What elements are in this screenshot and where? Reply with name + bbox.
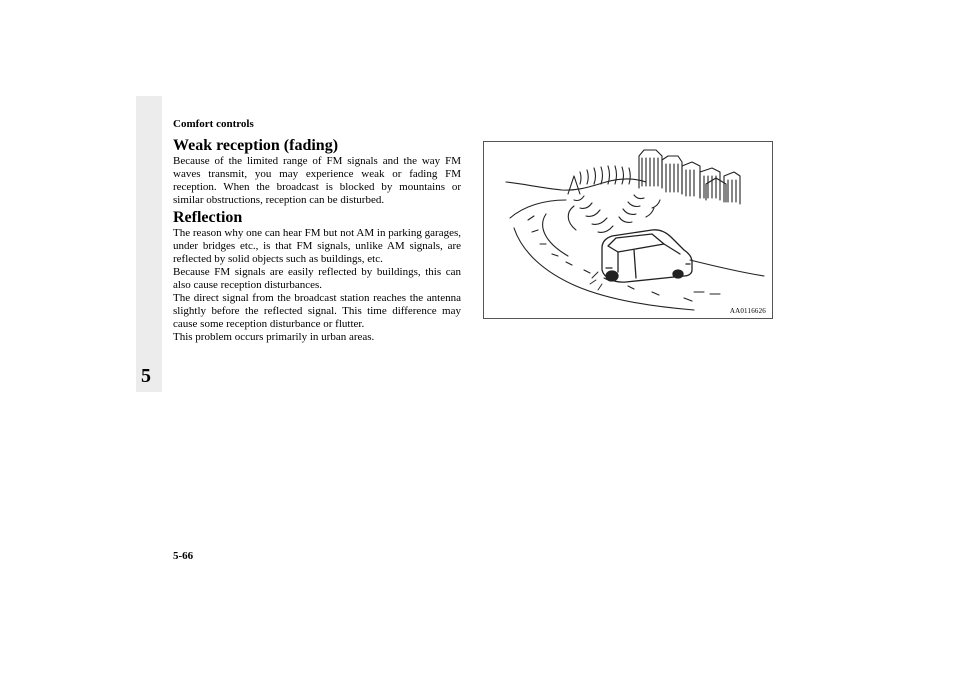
road-edge-right [690, 260, 764, 276]
section-header-title: Comfort controls [173, 118, 254, 130]
mountain-peak [568, 176, 580, 194]
road-curve-inner [543, 214, 568, 256]
reflected-signal-waves [574, 195, 660, 232]
reception-illustration [483, 141, 773, 319]
road-edge-left [510, 200, 566, 218]
heading-weak-reception: Weak reception (fading) [173, 137, 339, 154]
figure-code: AA0116626 [729, 307, 766, 315]
paragraph-reflection-1: The reason why one can hear FM but not AM in parking garages, under bridges etc., is that FM signals, unlike AM signals, are reflected by solid objects such as buildings, etc. [173, 227, 461, 265]
reception-illustration-drawing [484, 142, 772, 318]
city-buildings [639, 150, 740, 204]
page-number: 5-66 [173, 550, 194, 562]
heading-reflection: Reflection [173, 209, 243, 226]
road-edge-dashes [694, 292, 720, 294]
paragraph-reflection-2: Because FM signals are easily reflected by buildings, this can also cause reception disturbances. [173, 266, 461, 291]
paragraph-reflection-4: This problem occurs primarily in urban areas. [173, 331, 375, 343]
road-inner-edge [568, 206, 576, 230]
paragraph-weak-reception: Because of the limited range of FM signals and the way FM waves transmit, you may experience weak or fading FM reception. When the broadcast is blocked by mountains or similar obstructions, reception can be disturbed. [173, 155, 461, 206]
chapter-tab [136, 96, 162, 392]
chapter-number: 5 [141, 365, 151, 387]
car-illustration [590, 230, 692, 290]
paragraph-reflection-3: The direct signal from the broadcast station reaches the antenna slightly before the reflected signal. This time difference may cause some reception disturbance or flutter. [173, 292, 461, 330]
text-column [173, 137, 461, 344]
direct-signal-waves [580, 166, 630, 184]
